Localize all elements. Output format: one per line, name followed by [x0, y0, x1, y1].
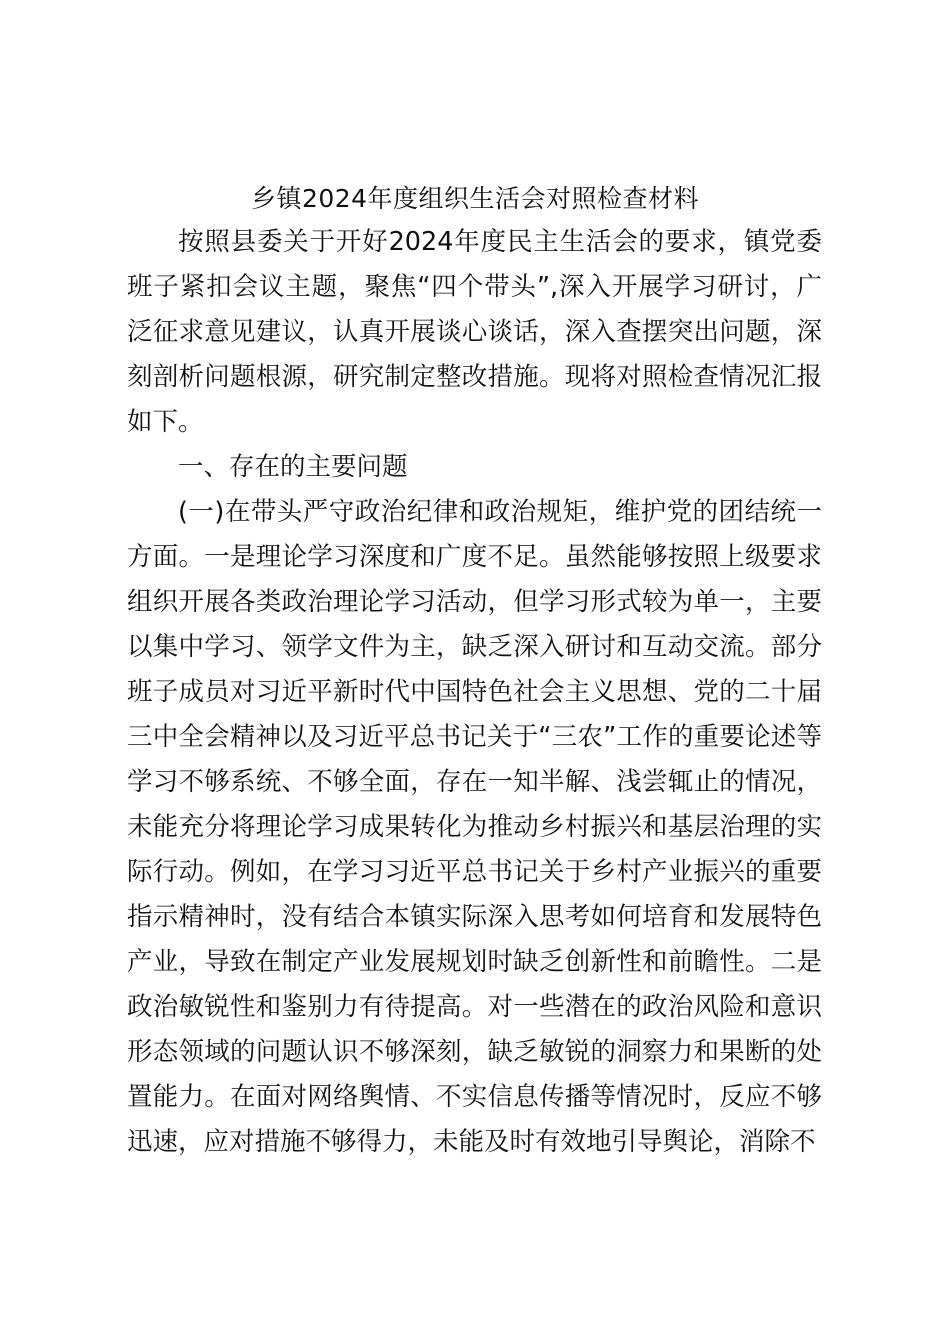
- section-heading: 一、存在的主要问题: [178, 452, 408, 482]
- document-title: 乡镇2024年度组织生活会对照检查材料: [250, 184, 700, 213]
- intro-paragraph: 按照县委关于开好2024年度民主生活会的要求，镇党委班子紧扣会议主题，聚焦“四个带头”,深入开展学习研讨，广泛征求意见建议，认真开展谈心谈话，深入查摆突出问题，深刻剖析问题根源，研究制定整改措施。现将对照检查情况汇报如下。: [127, 227, 822, 437]
- document-body: [127, 220, 822, 1165]
- body-paragraph: (一)在带头严守政治纪律和政治规矩，维护党的团结统一方面。一是理论学习深度和广度不足。虽然能够按照上级要求组织开展各类政治理论学习活动，但学习形式较为单一，主要以集中学习、领学文件为主，缺乏深入研讨和互动交流。部分班子成员对习近平新时代中国特色社会主义思想、党的二十届三中全会精神以及习近平总书记关于“三农”工作的重要论述等学习不够系统、不够全面，存在一知半解、浅尝辄止的情况，未能充分将理论学习成果转化为推动乡村振兴和基层治理的实际行动。例如，在学习习近平总书记关于乡村产业振兴的重要指示精神时，没有结合本镇实际深入思考如何培育和发展特色产业，导致在制定产业发展规划时缺乏创新性和前瞻性。二是政治敏锐性和鉴别力有待提高。对一些潜在的政治风险和意识形态领域的问题认识不够深刻，缺乏敏锐的洞察力和果断的处置能力。在面对网络舆情、不实信息传播等情况时，反应不够迅速，应对措施不够得力，未能及时有效地引导舆论，消除不: [127, 497, 822, 1157]
